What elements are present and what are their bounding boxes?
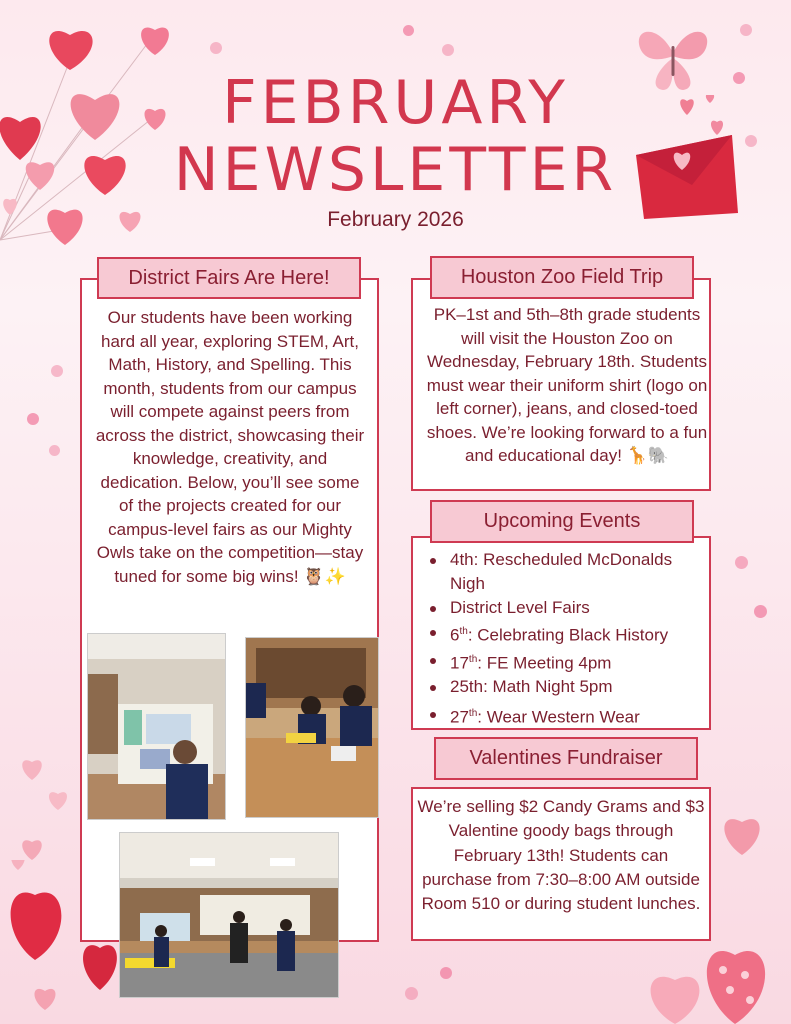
event-text: FE Meeting 4pm [486, 653, 612, 673]
event-day-suffix: th [468, 653, 478, 665]
zoo-trip-body: PK–1st and 5th–8th grade students will visit the Houston Zoo on Wednesday, February 18th. Students must wear their uniform shirt (logo on left corner), jeans, and closed-toed shoes. We’re looking forward to a fun and educational day! 🦒🐘 [426, 305, 708, 465]
event-item: 17th: FE Meeting 4pm [428, 648, 708, 676]
zoo-trip-heading: Houston Zoo Field Trip [430, 256, 694, 299]
upcoming-events-heading: Upcoming Events [430, 500, 694, 543]
event-day: 6 [450, 625, 460, 645]
dot-decoration [403, 25, 414, 36]
event-text: Rescheduled McDonalds Nigh [450, 550, 673, 593]
event-item: 6th: Celebrating Black History [428, 620, 708, 648]
newsletter-date: February 2026 [327, 208, 464, 231]
fair-photo-students-table [245, 637, 379, 818]
event-text: Celebrating Black History [477, 625, 669, 645]
event-text: Wear Western Wear [486, 707, 640, 727]
event-item: 27th: Wear Western Wear [428, 702, 708, 730]
event-day: 4th [450, 550, 474, 569]
event-item: 4th: Rescheduled McDonalds Nigh [428, 548, 708, 596]
district-fairs-body: Our students have been working hard all year, exploring STEM, Art, Math, History, and Spelling. This month, students from our campus will compete against peers from across the district, showcasing their knowledge, creativity, and dedication. Below, you’ll see some of the projects created for our campus-level fairs as our Mighty Owls take on the competition—stay tuned for some big wins! 🦉✨ [95, 308, 365, 586]
heart-decoration-left-mid [10, 740, 80, 870]
dot-decoration [49, 445, 60, 456]
dot-decoration [405, 987, 418, 1000]
fair-photo-boy-project [87, 633, 226, 820]
event-day: 25th [450, 677, 484, 697]
district-fairs-heading: District Fairs Are Here! [97, 257, 361, 299]
newsletter-title-line2: NEWSLETTER [173, 135, 618, 205]
event-item [428, 596, 708, 620]
dot-decoration [440, 967, 452, 979]
event-text: District Level Fairs [450, 598, 590, 617]
fundraiser-body: We’re selling $2 Candy Grams and $3 Valentine goody bags through February 13th! Students can purchase from 7:30–8:00 AM outside Room 510 or during student lunches. [417, 797, 705, 914]
fair-photo-library-group [119, 832, 339, 998]
fundraiser-heading: Valentines Fundraiser [434, 737, 698, 780]
event-day: 27 [450, 707, 469, 727]
event-text: Math Night 5pm [492, 677, 613, 697]
dot-decoration [740, 24, 752, 36]
heart-decoration-right [712, 800, 772, 860]
event-item: 25th: Math Night 5pm [428, 675, 708, 699]
dot-decoration [27, 413, 39, 425]
event-day-suffix: th [468, 708, 478, 720]
dot-decoration [51, 365, 63, 377]
newsletter-title-line1: FEBRUARY [222, 68, 569, 138]
upcoming-events-list [428, 548, 708, 730]
dot-decoration [442, 44, 454, 56]
dot-decoration [735, 556, 748, 569]
event-day: 17 [450, 653, 469, 673]
dot-decoration [754, 605, 767, 618]
event-day-suffix: th [459, 626, 468, 637]
dot-decoration [210, 42, 222, 54]
